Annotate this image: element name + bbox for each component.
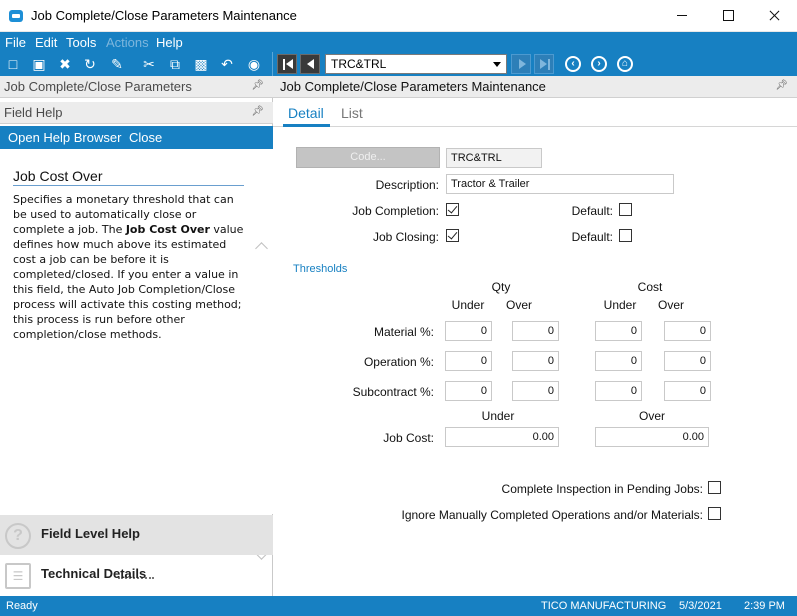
field-help-header <box>0 102 273 124</box>
refresh-icon[interactable]: ↻ <box>84 56 96 72</box>
cost-header: Cost <box>637 280 663 294</box>
qty-over-header: Over <box>505 298 532 312</box>
open-help-browser-link[interactable]: Open Help Browser <box>8 130 122 145</box>
cut-icon[interactable]: ✂ <box>143 56 155 72</box>
code-field[interactable]: TRC&TRL <box>446 148 542 168</box>
help-actions-bar <box>0 126 273 149</box>
menu-tools[interactable]: Tools <box>66 35 97 50</box>
help-icon: ? <box>5 523 31 549</box>
undo-icon[interactable]: ↶ <box>221 56 233 72</box>
previous-record-button[interactable] <box>300 54 320 74</box>
status-text: Ready <box>6 600 38 612</box>
first-record-button[interactable] <box>277 54 297 74</box>
scroll-up-icon[interactable] <box>256 241 268 253</box>
chevron-down-icon <box>493 62 501 67</box>
material-qty-under-field[interactable]: 0 <box>445 321 492 341</box>
tab-list[interactable]: List <box>341 105 363 121</box>
menu-actions: Actions <box>106 35 149 50</box>
help-content <box>0 149 273 514</box>
field-level-help-section[interactable] <box>0 515 273 555</box>
cost-over-header: Over <box>657 298 684 312</box>
default-completion-checkbox[interactable] <box>619 203 632 216</box>
ignore-manual-label: Ignore Manually Completed Operations and/or Materials: <box>401 508 703 522</box>
status-bar <box>0 596 797 616</box>
job-cost-over-header: Over <box>638 409 665 423</box>
material-cost-over-field[interactable]: 0 <box>664 321 711 341</box>
delete-icon[interactable]: ✖ <box>59 56 71 72</box>
subcontract-qty-under-field[interactable]: 0 <box>445 381 492 401</box>
field-help-title: Field Help <box>4 105 63 120</box>
toolbar-separator <box>272 52 273 76</box>
complete-inspection-checkbox[interactable] <box>708 481 721 494</box>
left-panel-header <box>0 76 273 98</box>
material-cost-under-field[interactable]: 0 <box>595 321 642 341</box>
code-button[interactable]: Code... <box>296 147 440 168</box>
record-selector[interactable] <box>325 54 507 74</box>
menu-help[interactable]: Help <box>156 35 183 50</box>
subcontract-label: Subcontract %: <box>352 385 434 399</box>
operation-label: Operation %: <box>363 355 434 369</box>
thresholds-title: Thresholds <box>293 263 348 275</box>
qty-header: Qty <box>491 280 511 294</box>
close-help-link[interactable]: Close <box>129 130 163 145</box>
subcontract-cost-under-field[interactable]: 0 <box>595 381 642 401</box>
menu-edit[interactable]: Edit <box>35 35 58 50</box>
form-header <box>273 76 797 98</box>
subcontract-qty-over-field[interactable]: 0 <box>512 381 559 401</box>
operation-qty-over-field[interactable]: 0 <box>512 351 559 371</box>
back-icon[interactable]: ‹ <box>565 56 581 72</box>
status-company: TICO MANUFACTURING <box>541 600 667 612</box>
help-body: Specifies a monetary threshold that can be used to automatically close or complete a job. The Job Cost Over value defines how much above its estimated cost a job can be before it is completed/closed. If you enter a value in this field, the Auto Job Completion/Close process will activate this costing method; this process is run before other completion/close methods. <box>13 193 244 341</box>
tab-bar <box>273 98 797 127</box>
status-time: 2:39 PM <box>744 600 785 612</box>
next-record-button[interactable] <box>511 54 531 74</box>
minimize-button[interactable] <box>659 0 705 31</box>
job-cost-over-field[interactable]: 0.00 <box>595 427 709 447</box>
pin-icon[interactable]: 📌︎ <box>775 80 788 91</box>
default-closing-checkbox[interactable] <box>619 229 632 242</box>
material-qty-over-field[interactable]: 0 <box>512 321 559 341</box>
subcontract-cost-over-field[interactable]: 0 <box>664 381 711 401</box>
job-closing-checkbox[interactable] <box>446 229 459 242</box>
record-value: TRC&TRL <box>331 57 387 71</box>
help-heading: Job Cost Over <box>13 168 244 186</box>
menu-file[interactable]: File <box>5 35 26 50</box>
home-icon[interactable]: ⌂ <box>617 56 633 72</box>
cost-under-header: Under <box>603 298 637 312</box>
left-panel-title: Job Complete/Close Parameters <box>4 79 192 94</box>
complete-inspection-label: Complete Inspection in Pending Jobs: <box>501 482 703 496</box>
material-label: Material %: <box>373 325 434 339</box>
left-panel <box>0 76 273 596</box>
pin-icon[interactable]: 📌︎ <box>251 80 264 91</box>
menu-bar <box>0 32 797 52</box>
clear-icon[interactable]: ✎ <box>111 56 123 72</box>
paste-icon[interactable]: ▩ <box>194 56 208 72</box>
forward-icon[interactable]: › <box>591 56 607 72</box>
default-completion-label: Default: <box>571 204 613 218</box>
job-cost-label: Job Cost: <box>383 431 434 445</box>
operation-cost-under-field[interactable]: 0 <box>595 351 642 371</box>
window-title: Job Complete/Close Parameters Maintenance <box>31 8 297 23</box>
description-field[interactable]: Tractor & Trailer <box>446 174 674 194</box>
job-closing-label: Job Closing: <box>372 230 439 244</box>
technical-details-icon: ☰ <box>5 563 31 589</box>
job-completion-checkbox[interactable] <box>446 203 459 216</box>
default-closing-label: Default: <box>571 230 613 244</box>
job-completion-label: Job Completion: <box>352 204 439 218</box>
ignore-manual-checkbox[interactable] <box>708 507 721 520</box>
new-icon[interactable]: □ <box>8 56 18 72</box>
maximize-button[interactable] <box>705 0 751 31</box>
last-record-button[interactable] <box>534 54 554 74</box>
technical-details-section[interactable] <box>0 555 273 595</box>
operation-cost-over-field[interactable]: 0 <box>664 351 711 371</box>
tab-detail[interactable]: Detail <box>288 105 324 121</box>
job-cost-under-header: Under <box>481 409 515 423</box>
save-icon[interactable]: ▣ <box>32 56 46 72</box>
title-bar <box>0 0 797 32</box>
technical-details-label: Technical Details <box>41 566 147 581</box>
field-level-help-label: Field Level Help <box>41 526 140 541</box>
form-title: Job Complete/Close Parameters Maintenance <box>280 79 546 94</box>
operation-qty-under-field[interactable]: 0 <box>445 351 492 371</box>
search-icon[interactable]: ◉ <box>247 56 261 72</box>
copy-icon[interactable]: ⧉ <box>170 56 180 72</box>
close-window-button[interactable] <box>751 0 797 31</box>
toolbar <box>0 52 797 76</box>
active-tab-indicator <box>283 124 330 127</box>
status-date: 5/3/2021 <box>679 600 722 612</box>
pin-icon[interactable]: 📌︎ <box>251 106 264 117</box>
app-icon <box>9 10 23 22</box>
job-cost-under-field[interactable]: 0.00 <box>445 427 559 447</box>
qty-under-header: Under <box>451 298 485 312</box>
description-label: Description: <box>375 178 439 192</box>
